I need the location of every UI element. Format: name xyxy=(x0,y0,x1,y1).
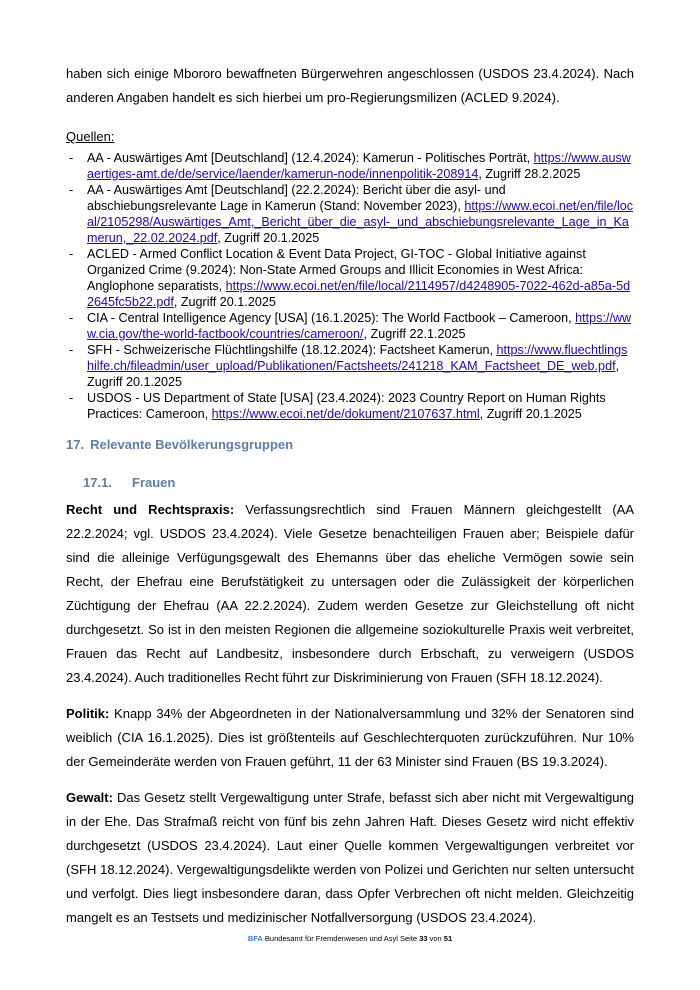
source-item: - SFH - Schweizerische Flüchtlingshilfe (18.12.2024): Factsheet Kamerun, https://www.fluechtlingshilfe.ch/fileadmin/user_upload/Publikationen/Factsheets/241218_KAM_Factsheet_DE_web.pdf, Zugriff 20.1.2025 xyxy=(69,343,628,389)
page-number: 33 xyxy=(419,934,428,943)
source-item: - AA - Auswärtiges Amt [Deutschland] (12.4.2024): Kamerun - Politisches Porträt, https://www.auswaertiges-amt.de/de/service/laender/kamerun-node/innenpolitik-208914, Zugriff 28.2.2025 xyxy=(69,151,631,181)
source-link[interactable]: https://www.cia.gov/the-world-factbook/countries/cameroon/ xyxy=(87,311,632,341)
source-link[interactable]: https://www.auswaertiges-amt.de/de/service/laender/kamerun-node/innenpolitik-208914 xyxy=(87,151,631,181)
paragraph-gewalt: Gewalt: Das Gesetz stellt Vergewaltigung unter Strafe, befasst sich aber nicht mit Vergewaltigung in der Ehe. Das Strafmaß reicht von fünf bis zehn Jahren Haft. Dieses Gesetz wird nicht effektiv durchgesetzt (USDOS 23.4.2024). Laut einer Quelle kommen Vergewaltigungen verbreitet vor (SFH 18.12.2024). Vergewaltigungsdelikte werden von Polizei und Gerichten nur selten untersucht und verfolgt. Dies liegt insbesondere daran, dass Opfer Verbrechen oft nicht melden. Gleichzeitig mangelt es an Testsets und medizinischer Notfallversorgung (USDOS 23.4.2024). xyxy=(66,790,634,925)
source-link[interactable]: https://www.ecoi.net/de/dokument/2107637.html xyxy=(211,407,480,421)
section-title: Relevante Bevölkerungsgruppen xyxy=(90,437,294,452)
subsection-heading xyxy=(83,474,634,492)
paragraph-recht: Recht und Rechtspraxis: Verfassungsrechtlich sind Frauen Männern gleichgestellt (AA 22.2.2024; vgl. USDOS 23.4.2024). Viele Gesetze benachteiligen Frauen aber; Beispiele dafür sind die alleinige Verfügungsgewalt des Ehemanns über das eheliche Vermögen sowie sein Recht, der Ehefrau eine Berufstätigkeit zu untersagen oder die Zulässigkeit der körperlichen Züchtigung der Ehefrau (AA 22.2.2024). Zudem werden Gesetze zur Gleichstellung oft nicht durchgesetzt. So ist in den meisten Regionen die allgemeine soziokulturelle Praxis weit verbreitet, Frauen das Recht auf Landbesitz, insbesondere durch Erbschaft, zu verweigern (USDOS 23.4.2024). Auch traditionelles Recht führt zur Diskriminierung von Frauen (SFH 18.12.2024). xyxy=(66,502,634,685)
page-total: 51 xyxy=(443,934,453,943)
page-footer: BFA Bundesamt für Fremdenwesen und Asyl Seite 33 von 51 xyxy=(247,934,453,943)
subsection-number: 17.1. xyxy=(83,475,112,490)
sources-list xyxy=(66,150,634,422)
paragraph-politik: Politik: Knapp 34% der Abgeordneten in der Nationalversammlung und 32% der Senatoren sind weiblich (CIA 16.1.2025). Dies ist größtenteils auf Geschlechterquoten zurückzuführen. Nur 10% der Gemeinderäte werden von Frauen geführt, 11 der 63 Minister sind Frauen (BS 19.3.2024). xyxy=(66,706,634,769)
source-item: - AA - Auswärtiges Amt [Deutschland] (22.2.2024): Bericht über die asyl- und abschiebungsrelevante Lage in Kamerun (Stand: November 2023), https://www.ecoi.net/en/file/local/2105298/Auswärtiges_Amt,_Bericht_über_die_asyl-_und_abschiebungsrelevante_Lage_in_Kamerun,_22.02.2024.pdf, Zugriff 20.1.2025 xyxy=(69,183,634,245)
footer-brand-logo: BFA xyxy=(247,934,263,943)
section-number: 17. xyxy=(66,437,85,452)
paragraph-label: Recht und Rechtspraxis: xyxy=(66,502,235,517)
subsection-title: Frauen xyxy=(132,475,176,490)
source-item: - ACLED - Armed Conflict Location & Event Data Project, GI-TOC - Global Initiative against Organized Crime (9.2024): Non-State Armed Groups and Illicit Economies in West Africa: Anglophone separatists, https://www.ecoi.net/en/file/local/2114957/d4248905-7022-462d-a85a-5d2645fc5b22.pdf, Zugriff 20.1.2025 xyxy=(69,247,631,309)
section-heading xyxy=(66,436,634,454)
intro-paragraph: haben sich einige Mbororo bewaffneten Bürgerwehren angeschlossen (USDOS 23.4.2024). Nach anderen Angaben handelt es sich hierbei um pro-Regierungsmilizen (ACLED 9.2024). xyxy=(66,66,634,105)
paragraph-label: Politik: xyxy=(66,706,110,721)
source-link[interactable]: https://www.fluechtlingshilfe.ch/fileadmin/user_upload/Publikationen/Factsheets/241218_KAM_Factsheet_DE_web.pdf xyxy=(87,343,628,373)
source-item: - CIA - Central Intelligence Agency [USA] (16.1.2025): The World Factbook – Cameroon, https://www.cia.gov/the-world-factbook/countries/cameroon/, Zugriff 22.1.2025 xyxy=(69,311,632,341)
paragraph-label: Gewalt: xyxy=(66,790,113,805)
sources-title: Quellen: xyxy=(66,129,115,144)
source-item: - USDOS - US Department of State [USA] (23.4.2024): 2023 Country Report on Human Rights Practices: Cameroon, https://www.ecoi.net/de/dokument/2107637.html, Zugriff 20.1.2025 xyxy=(69,391,606,421)
document-page xyxy=(66,62,634,930)
source-link[interactable]: https://www.ecoi.net/en/file/local/2114957/d4248905-7022-462d-a85a-5d2645fc5b22.pdf xyxy=(87,279,631,309)
source-link[interactable]: https://www.ecoi.net/en/file/local/2105298/Auswärtiges_Amt,_Bericht_über_die_asyl-_und_abschiebungsrelevante_Lage_in_Kamerun,_22.02.2024.pdf xyxy=(87,199,634,245)
